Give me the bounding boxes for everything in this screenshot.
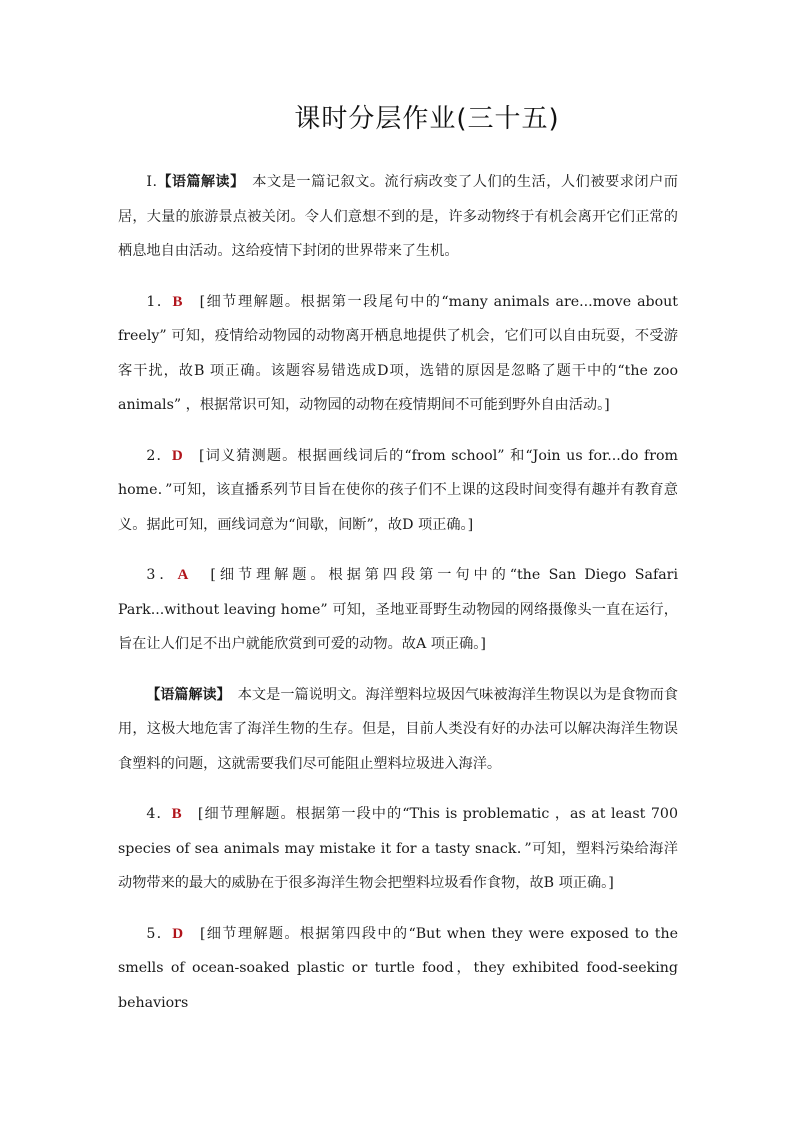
q5-number: 5． — [146, 925, 173, 942]
section1-paragraph — [118, 165, 678, 269]
q5-paragraph — [118, 917, 678, 1021]
q3-answer: A — [177, 567, 189, 583]
q5-answer: D — [172, 925, 184, 942]
q3-paragraph — [118, 558, 678, 662]
q4-text: [细节理解题。根据第一段中的“This is problematic ，as at least 700 species of sea animals may mistake it for a tasty snack．”可知，塑料污染给海洋动物带来的最大的威胁在于很多海洋生物会把塑料垃圾看作食物，故B 项正确。] — [118, 806, 678, 891]
page-title: 课时分层作业(三十五) — [294, 104, 560, 134]
q1-number: 1． — [146, 293, 173, 310]
q4-number: 4． — [146, 806, 172, 822]
q2-text: [词义猜测题。根据画线词后的“from school” 和“Join us for...do from home．”可知，该直播系列节目旨在使你的孩子们不上课的这段时间变得有趣并有教育意义。据此可知，画线词意为“间歇，间断”，故D 项正确。] — [118, 447, 679, 533]
q2-number: 2． — [146, 447, 172, 464]
section2-text: 本文是一篇说明文。海洋塑料垃圾因气味被海洋生物误以为是食物而食用，这极大地危害了海洋生物的生存。但是，目前人类没有好的办法可以解决海洋生物误食塑料的问题，这就需要我们尽可能阻止塑料垃圾进入海洋。 — [118, 686, 678, 772]
q3-number: 3． — [146, 567, 178, 583]
q2-answer: D — [171, 447, 183, 464]
section2-paragraph — [118, 678, 678, 782]
section1-tag: 【语篇解读】 — [157, 174, 238, 190]
q1-paragraph — [118, 285, 678, 423]
section1-text: 本文是一篇记叙文。流行病改变了人们的生活，人们被要求闭户而居，大量的旅游景点被关闭。令人们意想不到的是，许多动物终于有机会离开它们正常的栖息地自由活动。这给疫情下封闭的世界带来了生机。 — [118, 174, 678, 259]
q4-paragraph — [118, 797, 678, 901]
q3-text: [细节理解题。根据第四段第一句中的“the San Diego Safari Park...without leaving home” 可知，圣地亚哥野生动物园的网络摄像头一直在运行，旨在让人们足不出户就能欣赏到可爱的动物。故A 项正确。] — [118, 567, 678, 652]
q1-text: [细节理解题。根据第一段尾句中的“many animals are...move about freely” 可知，疫情给动物园的动物离开栖息地提供了机会，它们可以自由玩耍，不受游客干扰，故B 项正确。该题容易错选成D项，选错的原因是忽略了题干中的“the zoo animals” ，根据常识可知，动物园的动物在疫情期间不可能到野外自由活动。] — [118, 293, 678, 413]
q5-text: [细节理解题。根据第四段中的“But when they were exposed to the smells of ocean-soaked plastic or turtle food，they exhibited food-seeking behaviors — [118, 925, 679, 1011]
section1-number: Ⅰ. — [146, 174, 158, 190]
q1-answer: B — [172, 293, 183, 310]
q4-answer: B — [171, 806, 182, 822]
document-body — [118, 165, 678, 1020]
q2-paragraph — [118, 439, 678, 543]
section2-tag: 【语篇解读】 — [146, 686, 224, 703]
